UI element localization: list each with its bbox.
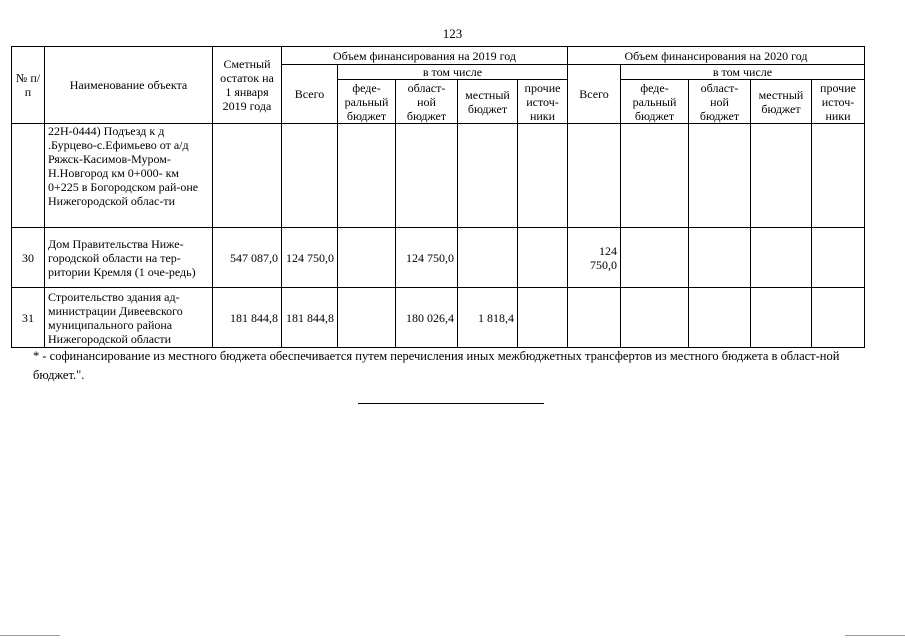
row-2019-federal [338, 288, 396, 348]
table-row [12, 288, 865, 348]
header-2020-total: Всего [568, 65, 621, 124]
header-balance: Сметный остаток на 1 января 2019 года [213, 47, 282, 124]
row-2020-local [751, 124, 812, 228]
row-2019-other [518, 288, 568, 348]
header-2019-federal: феде-ральный бюджет [338, 80, 396, 124]
row-2019-other [518, 228, 568, 288]
row-2019-other [518, 124, 568, 228]
row-2020-local [751, 228, 812, 288]
row-name: Строительство здания ад-министрации Дивеевского муниципального района Нижегородской области [45, 288, 213, 348]
row-balance: 547 087,0 [213, 228, 282, 288]
row-2019-regional: 124 750,0 [396, 228, 458, 288]
row-2020-federal [621, 124, 689, 228]
row-2020-federal [621, 228, 689, 288]
footnote: * - софинансирование из местного бюджета обеспечивается путем перечисления иных межбюджетных трансфертов из местного бюджета в област-ной бюджет.". [33, 349, 840, 382]
row-balance [213, 124, 282, 228]
row-2019-total: 181 844,8 [282, 288, 338, 348]
row-balance: 181 844,8 [213, 288, 282, 348]
row-num: 31 [12, 288, 45, 348]
row-2019-regional: 180 026,4 [396, 288, 458, 348]
header-name: Наименование объекта [45, 47, 213, 124]
row-2019-local [458, 228, 518, 288]
bottom-edge-line-right [845, 635, 905, 636]
row-num: 30 [12, 228, 45, 288]
row-name: Дом Правительства Ниже-городской области на тер-ритории Кремля (1 оче-редь) [45, 228, 213, 288]
header-2020-local: местный бюджет [751, 80, 812, 124]
row-2020-other [812, 228, 865, 288]
row-2019-regional [396, 124, 458, 228]
row-2020-other [812, 288, 865, 348]
row-2019-local: 1 818,4 [458, 288, 518, 348]
header-fin-2019: Объем финансирования на 2019 год [282, 47, 568, 65]
row-2020-total [568, 288, 621, 348]
bottom-edge-line-left [0, 635, 60, 636]
row-2019-local [458, 124, 518, 228]
row-2019-federal [338, 124, 396, 228]
row-2020-total [568, 124, 621, 228]
row-2020-other [812, 124, 865, 228]
row-2019-federal [338, 228, 396, 288]
table-row [12, 124, 865, 228]
row-2020-regional [689, 228, 751, 288]
header-2020-other: прочие источ-ники [812, 80, 865, 124]
header-2019-other: прочие источ-ники [518, 80, 568, 124]
financing-table [11, 46, 865, 348]
row-2020-local [751, 288, 812, 348]
row-2020-regional [689, 288, 751, 348]
page-number: 123 [442, 26, 463, 41]
row-num [12, 124, 45, 228]
table-row [12, 228, 865, 288]
header-num: № п/п [12, 47, 45, 124]
header-2020-in-total: в том числе [621, 65, 865, 80]
header-2019-in-total: в том числе [338, 65, 568, 80]
header-2019-total: Всего [282, 65, 338, 124]
row-2020-federal [621, 288, 689, 348]
header-2020-regional: област-ной бюджет [689, 80, 751, 124]
header-2020-federal: феде-ральный бюджет [621, 80, 689, 124]
header-fin-2020: Объем финансирования на 2020 год [568, 47, 865, 65]
row-name: 22Н-0444) Подъезд к д .Бурцево-с.Ефимьево от а/д Ряжск-Касимов-Муром-Н.Новгород км 0+000- км 0+225 в Богородском рай-оне Нижегородской облас-ти [45, 124, 213, 228]
row-2020-total: 124 750,0 [568, 228, 621, 288]
header-2019-regional: област-ной бюджет [396, 80, 458, 124]
row-2019-total [282, 124, 338, 228]
row-2020-regional [689, 124, 751, 228]
row-2019-total: 124 750,0 [282, 228, 338, 288]
header-2019-local: местный бюджет [458, 80, 518, 124]
separator-rule [358, 403, 544, 404]
